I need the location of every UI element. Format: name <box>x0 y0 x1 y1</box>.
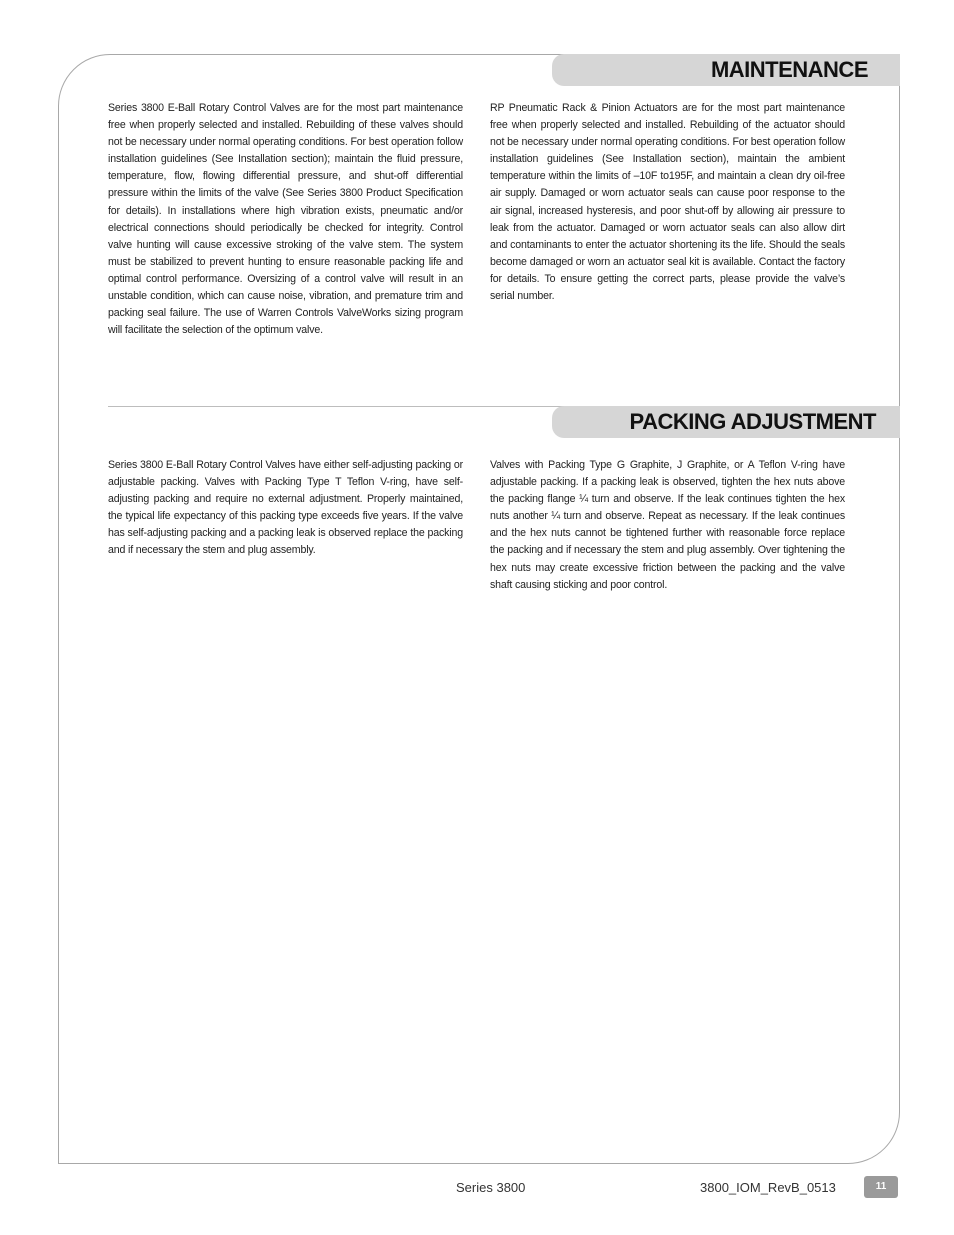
maintenance-valve-paragraph: Series 3800 E-Ball Rotary Control Valves are for the most part maintenance free when properly selected and installed. Rebuilding of these valves should not be necessary under normal operating conditions. For best operation follow installation guidelines (See Installation section); maintain the fluid pressure, temperature, flow, flowing differential pressure, and shut-off differential pressure within the limits of the valve (See Series 3800 Product Specification for details). In installations where high vibration exists, pneumatic and/or electrical connections should periodically be checked for integrity. Control valve hunting will cause excessive stroking of the valve stem. The system must be stabilized to prevent hunting to ensure reasonable packing life and optimal control performance. Oversizing of a control valve will result in an unstable condition, which can cause noise, vibration, and premature trim and packing seal failure. The use of Warren Controls ValveWorks sizing program will facilitate the selection of the optimum valve. <box>108 102 463 337</box>
footer-series-label: Series 3800 <box>456 1180 526 1195</box>
packing-adjustable-paragraph: Valves with Packing Type G Graphite, J Graphite, or A Teflon V-ring have adjustable packing. If a packing leak is observed, tighten the hex nuts above the packing flange ¼ turn and observe. If the leak continues tighten the hex nuts another ¼ turn and observe. Repeat as necessary. If the leak continues and the hex nuts cannot be tightened further with reasonable force replace the packing and if necessary the stem and plug assembly. Over tightening the hex nuts may create excessive friction between the packing and the valve shaft causing sticking and poor control. <box>490 459 845 591</box>
packing-self-adjusting-paragraph: Series 3800 E-Ball Rotary Control Valves have either self-adjusting packing or adjustable packing. Valves with Packing Type T Teflon V-ring, have self-adjusting packing and require no external adjustment. Properly maintained, the typical life expectancy of this packing type exceeds five years. If the valve has self-adjusting packing and a packing leak is observed replace the packing and if necessary the stem and plug assembly. <box>108 459 463 557</box>
maintenance-heading: MAINTENANCE <box>552 54 900 86</box>
packing-adjustment-heading: PACKING ADJUSTMENT <box>552 406 900 438</box>
page-number-badge: 11 <box>864 1176 898 1198</box>
section-divider <box>108 406 608 407</box>
footer-document-id: 3800_IOM_RevB_0513 <box>700 1180 836 1195</box>
maintenance-actuator-paragraph: RP Pneumatic Rack & Pinion Actuators are for the most part maintenance free when properly selected and installed. Rebuilding of the actuator should not be necessary under normal operating conditions. For best operation follow installation guidelines (See Installation section), maintain the ambient temperature within the limits of –10F to195F, and maintain a clean dry oil-free air supply. Damaged or worn actuator seals can cause poor response to the air signal, increased hysteresis, and poor shut-off by allowing air pressure to leak from the actuator. Damaged or worn actuator seals can also allow dirt and contaminants to enter the actuator shortening its the life. Should the seals become damaged or worn an actuator seal kit is available. Contact the factory for details. To ensure getting the correct parts, please provide the valve’s serial number. <box>490 102 845 303</box>
